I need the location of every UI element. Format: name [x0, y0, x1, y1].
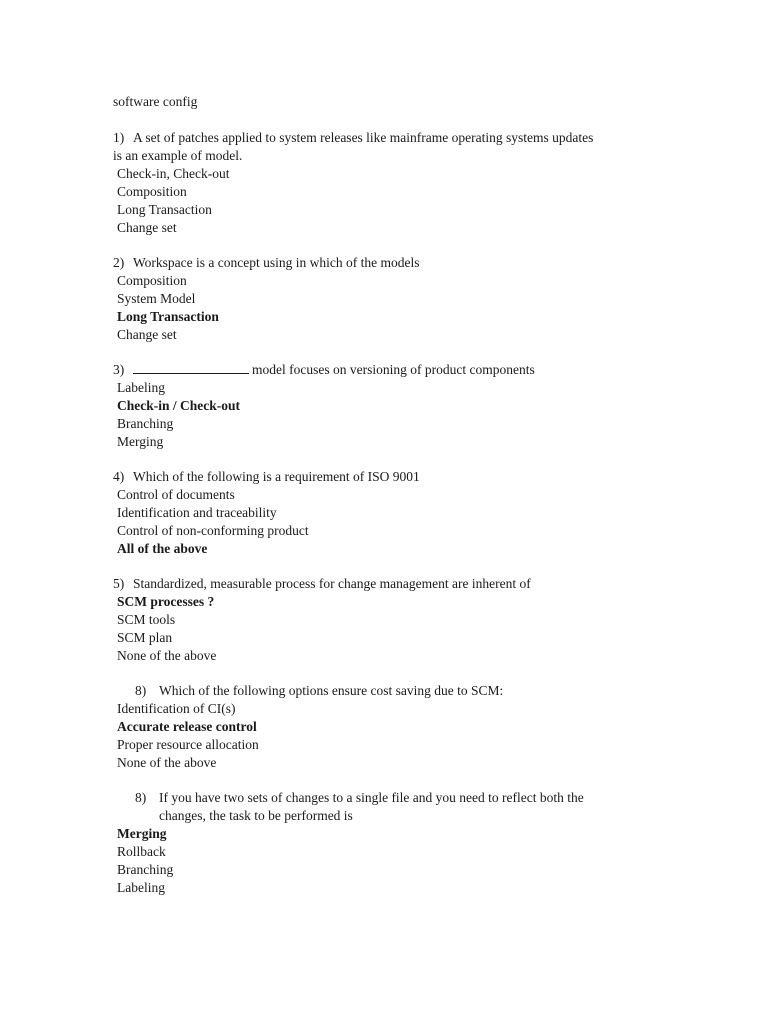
- question-5: [113, 575, 531, 593]
- question-text: Standardized, measurable process for change management are inherent of: [133, 576, 531, 591]
- option: Control of documents: [117, 487, 235, 502]
- option: Long Transaction: [117, 202, 212, 217]
- option: System Model: [117, 291, 196, 306]
- option: Labeling: [117, 880, 165, 895]
- question-7: [135, 789, 584, 807]
- question-text: If you have two sets of changes to a single file and you need to reflect both the: [159, 790, 584, 805]
- question-1: [113, 129, 593, 147]
- option-answer: Check-in / Check-out: [117, 398, 241, 413]
- question-number: 8): [135, 683, 147, 698]
- option-answer: SCM processes ?: [117, 594, 215, 609]
- question-number: 3): [113, 362, 125, 377]
- option: Branching: [117, 416, 174, 431]
- question-text: Which of the following options ensure cost saving due to SCM:: [159, 683, 504, 698]
- option: Labeling: [117, 380, 165, 395]
- option: Branching: [117, 862, 174, 877]
- option-answer: Accurate release control: [117, 719, 257, 734]
- option-answer: Merging: [117, 826, 167, 841]
- option: SCM tools: [117, 612, 176, 627]
- option: Identification of CI(s): [117, 701, 236, 716]
- option: None of the above: [117, 648, 217, 663]
- question-text: A set of patches applied to system releases like mainframe operating systems updates: [133, 130, 594, 145]
- question-number: 4): [113, 469, 125, 484]
- option: None of the above: [117, 755, 217, 770]
- question-text: Workspace is a concept using in which of the models: [133, 255, 420, 270]
- question-4: [113, 468, 420, 486]
- option: Composition: [117, 184, 187, 199]
- option-answer: All of the above: [117, 541, 208, 556]
- option: Control of non-conforming product: [117, 523, 309, 538]
- question-number: 8): [135, 790, 147, 805]
- question-text: Which of the following is a requirement of ISO 9001: [133, 469, 420, 484]
- document-title: software config: [113, 94, 198, 109]
- option: SCM plan: [117, 630, 173, 645]
- option: Merging: [117, 434, 164, 449]
- question-2: [113, 254, 419, 272]
- option: Composition: [117, 273, 187, 288]
- question-text: model focuses on versioning of product components: [252, 362, 535, 377]
- option: Identification and traceability: [117, 505, 277, 520]
- question-number: 5): [113, 576, 125, 591]
- question-3: [113, 361, 535, 379]
- option: Change set: [117, 220, 177, 235]
- question-number: 1): [113, 130, 125, 145]
- option: Rollback: [117, 844, 166, 859]
- option: Change set: [117, 327, 177, 342]
- question-1-continued: is an example of model.: [113, 148, 243, 163]
- fill-in-blank: [133, 362, 249, 374]
- question-number: 2): [113, 255, 125, 270]
- option: Proper resource allocation: [117, 737, 259, 752]
- question-6: [135, 682, 503, 700]
- option: Check-in, Check-out: [117, 166, 230, 181]
- option-answer: Long Transaction: [117, 309, 219, 324]
- question-7-continued: changes, the task to be performed is: [159, 808, 353, 823]
